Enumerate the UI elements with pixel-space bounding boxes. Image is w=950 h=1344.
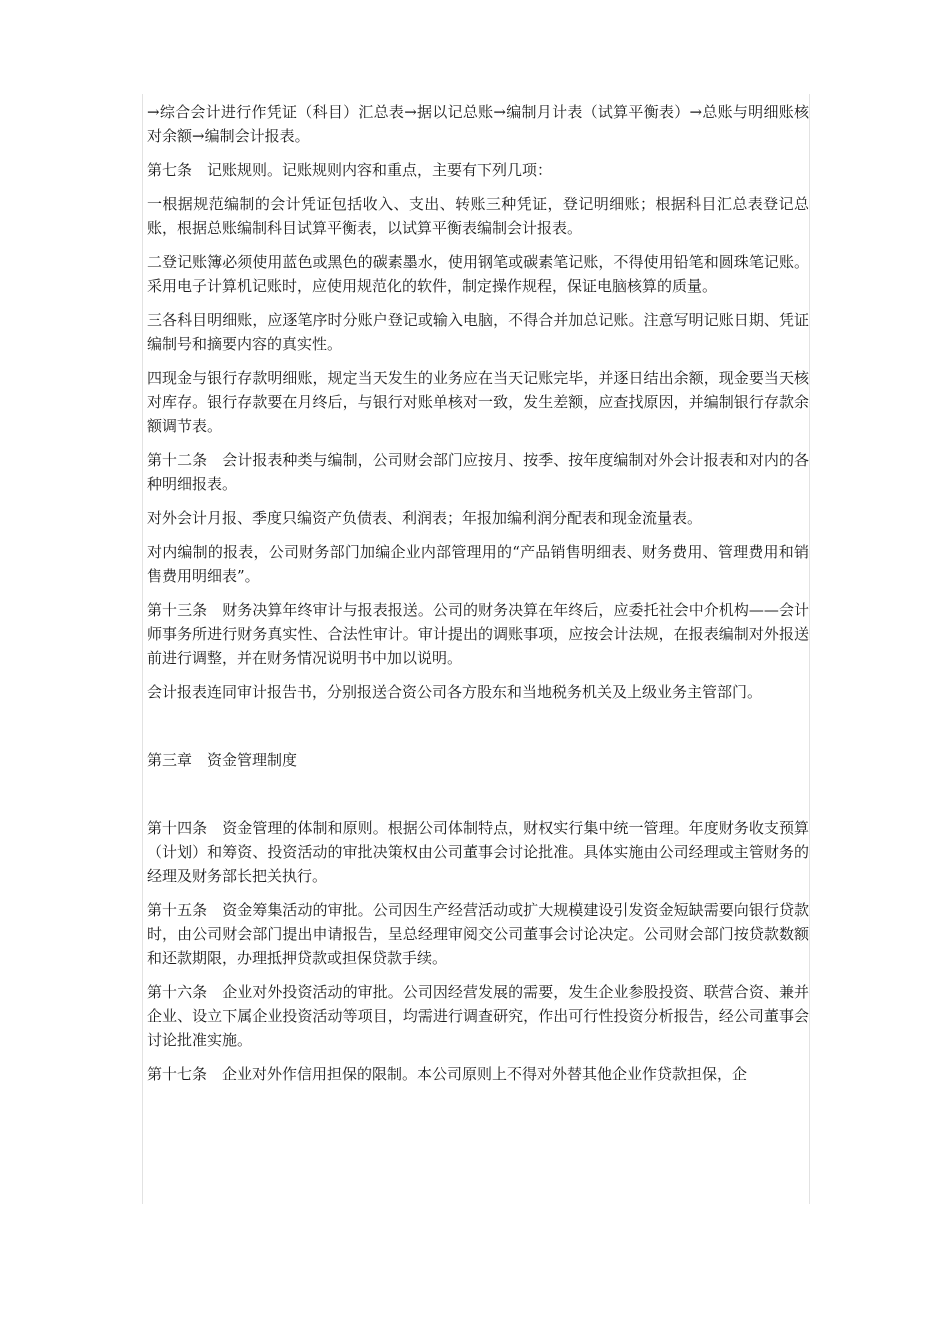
paragraph-report-submission: 会计报表连同审计报告书，分别报送合资公司各方股东和当地税务机关及上级业务主管部门。	[147, 683, 763, 701]
paragraph-external-reports: 对外会计月报、季度只编资产负债表、利润表；年报加编利润分配表和现金流量表。	[147, 509, 703, 527]
paragraph-article-13: 第十三条 财务决算年终审计与报表报送。公司的财务决算在年终后，应委托社会中介机构——会计师事务所进行财务真实性、合法性审计。审计提出的调账事项，应按会计法规，在报表编制对外报送前进行调整，并在财务情况说明书中加以说明。	[147, 601, 809, 667]
paragraph-article-12: 第十二条 会计报表种类与编制，公司财会部门应按月、按季、按年度编制对外会计报表和对内的各种明细报表。	[147, 451, 809, 493]
paragraph-article-15: 第十五条 资金筹集活动的审批。公司因生产经营活动或扩大规模建设引发资金短缺需要向银行贷款时，由公司财会部门提出申请报告，呈总经理审阅交公司董事会讨论决定。公司财会部门按贷款数额和还款期限，办理抵押贷款或担保贷款手续。	[147, 901, 809, 967]
paragraph-rule-1: 一根据规范编制的会计凭证包括收入、支出、转账三种凭证，登记明细账；根据科目汇总表登记总账，根据总账编制科目试算平衡表，以试算平衡表编制会计报表。	[147, 195, 809, 237]
paragraph-article-16: 第十六条 企业对外投资活动的审批。公司因经营发展的需要，发生企业参股投资、联营合资、兼并企业、设立下属企业投资活动等项目，均需进行调查研究，作出可行性投资分析报告，经公司董事会讨论批准实施。	[147, 983, 809, 1049]
document-page	[142, 94, 810, 1204]
paragraph-accounting-flow: →综合会计进行作凭证（科目）汇总表→据以记总账→编制月计表（试算平衡表）→总账与明细账核对余额→编制会计报表。	[147, 103, 809, 145]
paragraph-article-14: 第十四条 资金管理的体制和原则。根据公司体制特点，财权实行集中统一管理。年度财务收支预算（计划）和筹资、投资活动的审批决策权由公司董事会讨论批准。具体实施由公司经理或主管财务的经理及财务部长把关执行。	[147, 819, 809, 885]
paragraph-article-7: 第七条 记账规则。记账规则内容和重点，主要有下列几项：	[147, 161, 553, 179]
paragraph-rule-3: 三各科目明细账，应逐笔序时分账户登记或输入电脑，不得合并加总记账。注意写明记账日期、凭证编制号和摘要内容的真实性。	[147, 311, 809, 353]
paragraph-internal-reports: 对内编制的报表，公司财务部门加编企业内部管理用的“产品销售明细表、财务费用、管理费用和销售费用明细表”。	[147, 543, 809, 585]
paragraph-rule-4: 四现金与银行存款明细账，规定当天发生的业务应在当天记账完毕，并逐日结出余额，现金要当天核对库存。银行存款要在月终后，与银行对账单核对一致，发生差额，应查找原因，并编制银行存款余额调节表。	[147, 369, 809, 435]
document-body	[147, 100, 809, 1086]
paragraph-rule-2: 二登记账簿必须使用蓝色或黑色的碳素墨水，使用钢笔或碳素笔记账，不得使用铅笔和圆珠笔记账。采用电子计算机记账时，应使用规范化的软件，制定操作规程，保证电脑核算的质量。	[147, 253, 809, 295]
paragraph-article-17: 第十七条 企业对外作信用担保的限制。本公司原则上不得对外替其他企业作贷款担保，企	[147, 1065, 748, 1083]
chapter-heading: 第三章 资金管理制度	[147, 751, 298, 769]
